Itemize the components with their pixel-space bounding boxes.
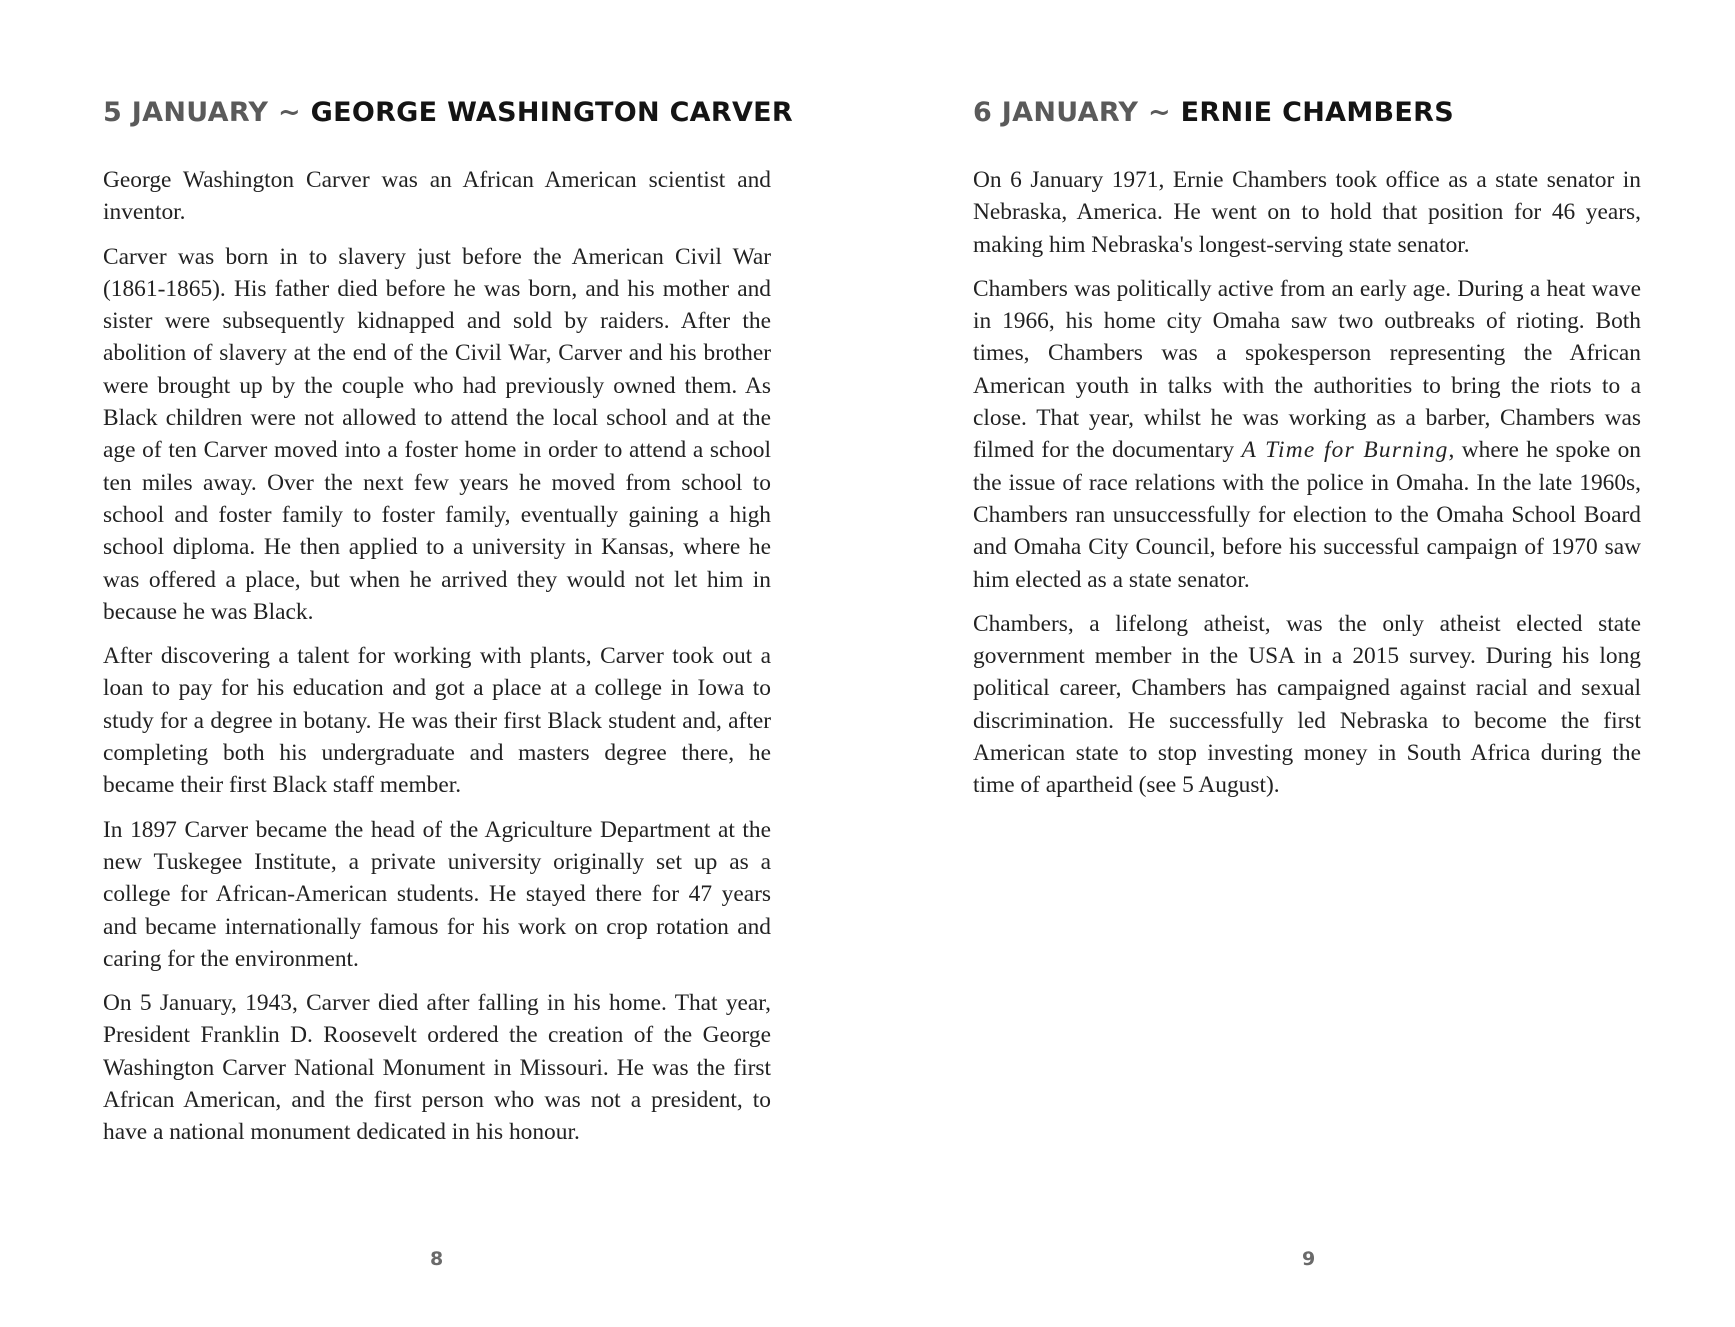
paragraph: In 1897 Carver became the head of the Agriculture Department at the new Tuskegee Institute, a private university originally set up as a college for African-American students. He stayed there for 47 years and became internationally famous for his work on crop rotation and caring for the environment. bbox=[103, 816, 771, 972]
paragraph-text: Chambers was politically active from an early age. During a heat wave in 1966, his home city Omaha saw two outbreaks of rioting. Both times, Chambers was a spokesperson representing the African American youth in talks with the authorities to bring the riots to a close. That year, whilst he was working as a barber, Chambers was filmed for the documentary bbox=[973, 275, 1641, 464]
entry-heading bbox=[103, 94, 793, 132]
page-number: 9 bbox=[1302, 1248, 1316, 1270]
paragraph bbox=[973, 273, 1641, 596]
page-number: 8 bbox=[430, 1248, 444, 1270]
entry-heading bbox=[973, 94, 1454, 132]
entry-body bbox=[973, 164, 1641, 814]
entry-body bbox=[103, 164, 771, 1161]
heading-separator: ~ bbox=[1138, 97, 1181, 128]
entry-date: 6 JANUARY bbox=[973, 97, 1139, 128]
entry-subject-name: ERNIE CHAMBERS bbox=[1180, 97, 1454, 128]
paragraph: Carver was born in to slavery just before the American Civil War (1861-1865). His father died before he was born, and his mother and sister were subsequently kidnapped and sold by raiders. After the abolition of slavery at the end of the Civil War, Carver and his brother were brought up by the couple who had previously owned them. As Black children were not allowed to attend the local school and at the age of ten Carver moved into a foster home in order to attend a school ten miles away. Over the next few years he moved from school to school and foster family to foster family, eventually gaining a high school diploma. He then applied to a university in Kansas, where he was offered a place, but when he arrived they would not let him in because he was Black. bbox=[103, 243, 771, 625]
heading-separator: ~ bbox=[268, 97, 311, 128]
paragraph: George Washington Carver was an African American scientist and inventor. bbox=[103, 167, 771, 226]
paragraph: On 5 January, 1943, Carver died after falling in his home. That year, President Franklin D. Roosevelt ordered the creation of the George Washington Carver National Monument in Missouri. He was the first African American, and the first person who was not a president, to have a national monument dedicated in his honour. bbox=[103, 990, 771, 1146]
paragraph: On 6 January 1971, Ernie Chambers took office as a state senator in Nebraska, America. He went on to hold that position for 46 years, making him Nebraska's longest-serving state senator. bbox=[973, 167, 1641, 258]
paragraph: After discovering a talent for working with plants, Carver took out a loan to pay for his education and got a place at a college in Iowa to study for a degree in botany. He was their first Black student and, after completing both his undergraduate and masters degree there, he became their first Black staff member. bbox=[103, 643, 771, 799]
right-page bbox=[867, 0, 1735, 1327]
left-page bbox=[0, 0, 867, 1327]
documentary-title: A Time for Burning bbox=[1241, 437, 1449, 464]
entry-subject-name: GEORGE WASHINGTON CARVER bbox=[310, 97, 793, 128]
paragraph: Chambers, a lifelong atheist, was the only atheist elected state government member in the USA in a 2015 survey. During his long political career, Chambers has campaigned against racial and sexual discrimination. He successfully led Nebraska to become the first American state to stop investing money in South Africa during the time of apartheid (see 5 August). bbox=[973, 610, 1641, 799]
entry-date: 5 JANUARY bbox=[103, 97, 269, 128]
paragraph-text: , where he spoke on the issue of race relations with the police in Omaha. In the late 1960s, Chambers ran unsuccessfully for election to the Omaha School Board and Omaha City Council, before his successful campaign of 1970 saw him elected as a state senator. bbox=[973, 437, 1642, 593]
